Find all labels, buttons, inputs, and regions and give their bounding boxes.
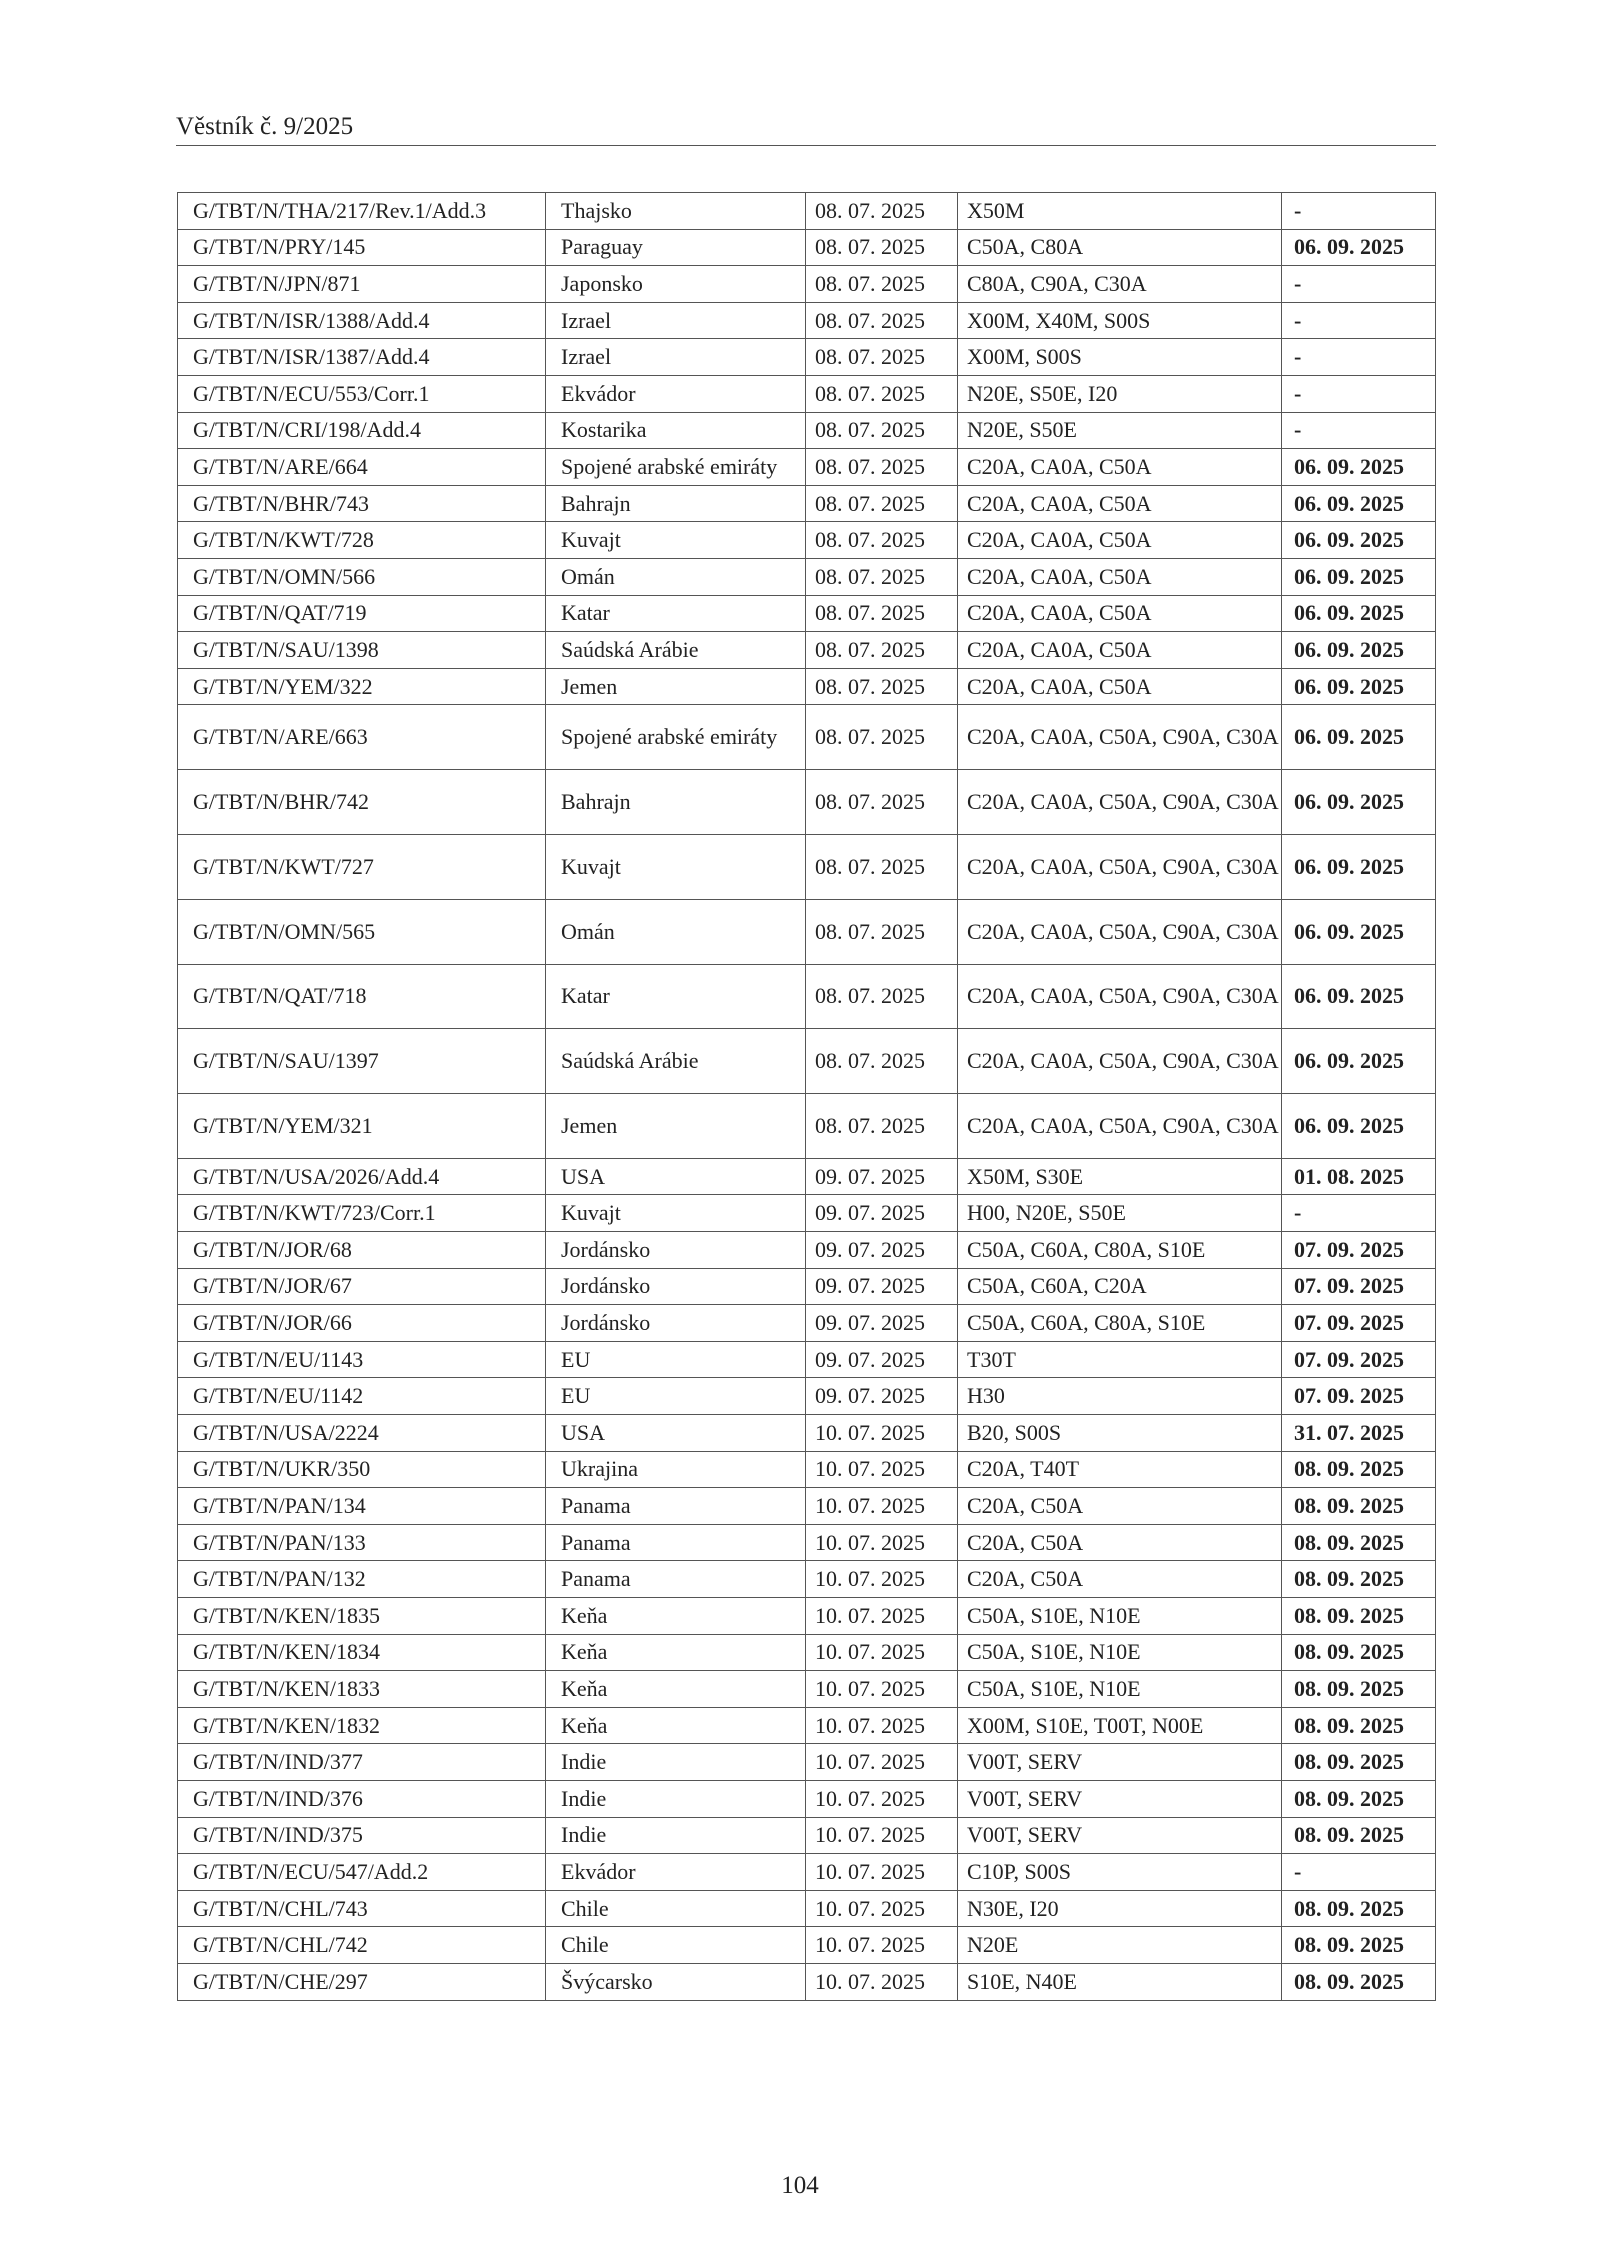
- table-row: [178, 1890, 1436, 1927]
- notification-date-cell: 08. 07. 2025: [806, 266, 958, 303]
- ics-codes-cell: X00M, X40M, S00S: [958, 302, 1282, 339]
- comment-deadline-cell: 08. 09. 2025: [1282, 1671, 1436, 1708]
- country-cell: Indie: [546, 1780, 806, 1817]
- notification-symbol-cell: G/TBT/N/PAN/134: [178, 1488, 546, 1525]
- ics-codes-cell: C50A, C60A, C20A: [958, 1268, 1282, 1305]
- notification-date-cell: 08. 07. 2025: [806, 302, 958, 339]
- notification-symbol-cell: G/TBT/N/JOR/67: [178, 1268, 546, 1305]
- country-cell: USA: [546, 1158, 806, 1195]
- comment-deadline-cell: 08. 09. 2025: [1282, 1451, 1436, 1488]
- country-cell: Chile: [546, 1927, 806, 1964]
- country-cell: Katar: [546, 595, 806, 632]
- notification-date-cell: 10. 07. 2025: [806, 1817, 958, 1854]
- notification-symbol-cell: G/TBT/N/SAU/1398: [178, 632, 546, 669]
- comment-deadline-cell: -: [1282, 412, 1436, 449]
- notification-symbol-cell: G/TBT/N/IND/376: [178, 1780, 546, 1817]
- table-row: [178, 1707, 1436, 1744]
- notification-symbol-cell: G/TBT/N/JPN/871: [178, 266, 546, 303]
- ics-codes-cell: X00M, S10E, T00T, N00E: [958, 1707, 1282, 1744]
- table-row: [178, 375, 1436, 412]
- notification-symbol-cell: G/TBT/N/JOR/68: [178, 1232, 546, 1269]
- country-cell: Kostarika: [546, 412, 806, 449]
- ics-codes-cell: C10P, S00S: [958, 1854, 1282, 1891]
- country-cell: Keňa: [546, 1671, 806, 1708]
- notification-symbol-cell: G/TBT/N/IND/377: [178, 1744, 546, 1781]
- ics-codes-cell: C20A, CA0A, C50A, C90A, C30A: [958, 1029, 1282, 1094]
- comment-deadline-cell: 06. 09. 2025: [1282, 449, 1436, 486]
- notification-symbol-cell: G/TBT/N/ECU/547/Add.2: [178, 1854, 546, 1891]
- notification-date-cell: 10. 07. 2025: [806, 1744, 958, 1781]
- notification-date-cell: 08. 07. 2025: [806, 558, 958, 595]
- table-row: [178, 899, 1436, 964]
- notification-symbol-cell: G/TBT/N/BHR/742: [178, 770, 546, 835]
- notification-symbol-cell: G/TBT/N/OMN/566: [178, 558, 546, 595]
- table-row: [178, 1671, 1436, 1708]
- ics-codes-cell: X50M, S30E: [958, 1158, 1282, 1195]
- table-row: [178, 302, 1436, 339]
- notification-symbol-cell: G/TBT/N/ISR/1388/Add.4: [178, 302, 546, 339]
- ics-codes-cell: C20A, CA0A, C50A: [958, 632, 1282, 669]
- comment-deadline-cell: 06. 09. 2025: [1282, 899, 1436, 964]
- country-cell: Omán: [546, 558, 806, 595]
- table-row: [178, 1232, 1436, 1269]
- country-cell: Kuvajt: [546, 522, 806, 559]
- notification-symbol-cell: G/TBT/N/UKR/350: [178, 1451, 546, 1488]
- notification-symbol-cell: G/TBT/N/CHL/742: [178, 1927, 546, 1964]
- ics-codes-cell: C20A, CA0A, C50A, C90A, C30A: [958, 964, 1282, 1029]
- notification-symbol-cell: G/TBT/N/JOR/66: [178, 1305, 546, 1342]
- ics-codes-cell: C20A, CA0A, C50A, C90A, C30A: [958, 770, 1282, 835]
- comment-deadline-cell: 07. 09. 2025: [1282, 1378, 1436, 1415]
- country-cell: Indie: [546, 1744, 806, 1781]
- notification-date-cell: 08. 07. 2025: [806, 595, 958, 632]
- table-row: [178, 1268, 1436, 1305]
- country-cell: Kuvajt: [546, 834, 806, 899]
- comment-deadline-cell: 08. 09. 2025: [1282, 1707, 1436, 1744]
- ics-codes-cell: C20A, T40T: [958, 1451, 1282, 1488]
- comment-deadline-cell: -: [1282, 266, 1436, 303]
- ics-codes-cell: C20A, CA0A, C50A, C90A, C30A: [958, 899, 1282, 964]
- table-row: [178, 770, 1436, 835]
- ics-codes-cell: C20A, CA0A, C50A: [958, 485, 1282, 522]
- table-row: [178, 1963, 1436, 2000]
- ics-codes-cell: C50A, S10E, N10E: [958, 1671, 1282, 1708]
- comment-deadline-cell: 08. 09. 2025: [1282, 1927, 1436, 1964]
- notification-date-cell: 10. 07. 2025: [806, 1890, 958, 1927]
- notification-symbol-cell: G/TBT/N/PAN/133: [178, 1524, 546, 1561]
- table-row: [178, 1488, 1436, 1525]
- notification-symbol-cell: G/TBT/N/KEN/1833: [178, 1671, 546, 1708]
- ics-codes-cell: N20E, S50E: [958, 412, 1282, 449]
- country-cell: Katar: [546, 964, 806, 1029]
- comment-deadline-cell: 07. 09. 2025: [1282, 1341, 1436, 1378]
- country-cell: Jemen: [546, 1094, 806, 1159]
- notification-symbol-cell: G/TBT/N/PAN/132: [178, 1561, 546, 1598]
- comment-deadline-cell: 08. 09. 2025: [1282, 1524, 1436, 1561]
- notification-date-cell: 08. 07. 2025: [806, 668, 958, 705]
- table-row: [178, 1094, 1436, 1159]
- comment-deadline-cell: -: [1282, 302, 1436, 339]
- comment-deadline-cell: 07. 09. 2025: [1282, 1305, 1436, 1342]
- notification-symbol-cell: G/TBT/N/QAT/719: [178, 595, 546, 632]
- ics-codes-cell: S10E, N40E: [958, 1963, 1282, 2000]
- notification-symbol-cell: G/TBT/N/KWT/723/Corr.1: [178, 1195, 546, 1232]
- table-row: [178, 339, 1436, 376]
- country-cell: Keňa: [546, 1634, 806, 1671]
- country-cell: Saúdská Arábie: [546, 632, 806, 669]
- notification-symbol-cell: G/TBT/N/CRI/198/Add.4: [178, 412, 546, 449]
- notification-symbol-cell: G/TBT/N/EU/1142: [178, 1378, 546, 1415]
- notification-symbol-cell: G/TBT/N/CHE/297: [178, 1963, 546, 2000]
- table-row: [178, 1744, 1436, 1781]
- notification-date-cell: 08. 07. 2025: [806, 339, 958, 376]
- ics-codes-cell: C50A, C60A, C80A, S10E: [958, 1232, 1282, 1269]
- ics-codes-cell: X00M, S00S: [958, 339, 1282, 376]
- notification-symbol-cell: G/TBT/N/USA/2224: [178, 1415, 546, 1452]
- table-row: [178, 522, 1436, 559]
- comment-deadline-cell: -: [1282, 1195, 1436, 1232]
- comment-deadline-cell: 08. 09. 2025: [1282, 1963, 1436, 2000]
- notification-date-cell: 08. 07. 2025: [806, 899, 958, 964]
- notification-symbol-cell: G/TBT/N/YEM/321: [178, 1094, 546, 1159]
- table-row: [178, 1598, 1436, 1635]
- notification-symbol-cell: G/TBT/N/EU/1143: [178, 1341, 546, 1378]
- notification-date-cell: 10. 07. 2025: [806, 1451, 958, 1488]
- country-cell: Bahrajn: [546, 770, 806, 835]
- comment-deadline-cell: 08. 09. 2025: [1282, 1634, 1436, 1671]
- country-cell: Jemen: [546, 668, 806, 705]
- comment-deadline-cell: 06. 09. 2025: [1282, 595, 1436, 632]
- table-row: [178, 1817, 1436, 1854]
- ics-codes-cell: T30T: [958, 1341, 1282, 1378]
- notification-date-cell: 08. 07. 2025: [806, 229, 958, 266]
- notification-symbol-cell: G/TBT/N/QAT/718: [178, 964, 546, 1029]
- ics-codes-cell: C20A, CA0A, C50A: [958, 668, 1282, 705]
- notification-symbol-cell: G/TBT/N/ARE/663: [178, 705, 546, 770]
- ics-codes-cell: N20E, S50E, I20: [958, 375, 1282, 412]
- table-row: [178, 1195, 1436, 1232]
- ics-codes-cell: C20A, CA0A, C50A, C90A, C30A: [958, 1094, 1282, 1159]
- table-row: [178, 1158, 1436, 1195]
- country-cell: Spojené arabské emiráty: [546, 705, 806, 770]
- notification-symbol-cell: G/TBT/N/PRY/145: [178, 229, 546, 266]
- notification-date-cell: 10. 07. 2025: [806, 1671, 958, 1708]
- table-row: [178, 1415, 1436, 1452]
- notification-date-cell: 09. 07. 2025: [806, 1341, 958, 1378]
- country-cell: Japonsko: [546, 266, 806, 303]
- table-row: [178, 558, 1436, 595]
- notification-symbol-cell: G/TBT/N/ARE/664: [178, 449, 546, 486]
- page-header: [176, 112, 1436, 146]
- notification-date-cell: 08. 07. 2025: [806, 193, 958, 230]
- country-cell: Švýcarsko: [546, 1963, 806, 2000]
- notification-date-cell: 08. 07. 2025: [806, 412, 958, 449]
- ics-codes-cell: C20A, CA0A, C50A: [958, 449, 1282, 486]
- comment-deadline-cell: 06. 09. 2025: [1282, 632, 1436, 669]
- notification-date-cell: 10. 07. 2025: [806, 1707, 958, 1744]
- country-cell: Saúdská Arábie: [546, 1029, 806, 1094]
- country-cell: Keňa: [546, 1598, 806, 1635]
- table-row: [178, 1341, 1436, 1378]
- comment-deadline-cell: 06. 09. 2025: [1282, 229, 1436, 266]
- ics-codes-cell: C50A, C60A, C80A, S10E: [958, 1305, 1282, 1342]
- comment-deadline-cell: 07. 09. 2025: [1282, 1232, 1436, 1269]
- country-cell: Paraguay: [546, 229, 806, 266]
- notification-date-cell: 10. 07. 2025: [806, 1488, 958, 1525]
- ics-codes-cell: B20, S00S: [958, 1415, 1282, 1452]
- notification-date-cell: 08. 07. 2025: [806, 522, 958, 559]
- comment-deadline-cell: 08. 09. 2025: [1282, 1890, 1436, 1927]
- country-cell: Ekvádor: [546, 1854, 806, 1891]
- table-row: [178, 1634, 1436, 1671]
- table-row: [178, 1927, 1436, 1964]
- ics-codes-cell: V00T, SERV: [958, 1744, 1282, 1781]
- notification-date-cell: 10. 07. 2025: [806, 1927, 958, 1964]
- notification-date-cell: 09. 07. 2025: [806, 1268, 958, 1305]
- country-cell: EU: [546, 1341, 806, 1378]
- country-cell: Keňa: [546, 1707, 806, 1744]
- notification-symbol-cell: G/TBT/N/KEN/1832: [178, 1707, 546, 1744]
- comment-deadline-cell: 06. 09. 2025: [1282, 1029, 1436, 1094]
- page-header-title: Věstník č. 9/2025: [176, 113, 354, 140]
- ics-codes-cell: N30E, I20: [958, 1890, 1282, 1927]
- notification-symbol-cell: G/TBT/N/IND/375: [178, 1817, 546, 1854]
- notification-date-cell: 09. 07. 2025: [806, 1195, 958, 1232]
- country-cell: Thajsko: [546, 193, 806, 230]
- notification-symbol-cell: G/TBT/N/YEM/322: [178, 668, 546, 705]
- table-row: [178, 668, 1436, 705]
- notification-date-cell: 08. 07. 2025: [806, 485, 958, 522]
- notification-date-cell: 08. 07. 2025: [806, 375, 958, 412]
- table-row: [178, 632, 1436, 669]
- country-cell: Kuvajt: [546, 1195, 806, 1232]
- comment-deadline-cell: 06. 09. 2025: [1282, 964, 1436, 1029]
- comment-deadline-cell: 08. 09. 2025: [1282, 1744, 1436, 1781]
- table-row: [178, 1854, 1436, 1891]
- notification-date-cell: 08. 07. 2025: [806, 964, 958, 1029]
- ics-codes-cell: C50A, S10E, N10E: [958, 1634, 1282, 1671]
- notification-date-cell: 10. 07. 2025: [806, 1780, 958, 1817]
- comment-deadline-cell: 07. 09. 2025: [1282, 1268, 1436, 1305]
- notification-table-body: [178, 193, 1436, 2001]
- ics-codes-cell: C20A, CA0A, C50A: [958, 595, 1282, 632]
- country-cell: Jordánsko: [546, 1232, 806, 1269]
- notification-date-cell: 10. 07. 2025: [806, 1598, 958, 1635]
- notification-symbol-cell: G/TBT/N/ISR/1387/Add.4: [178, 339, 546, 376]
- notification-symbol-cell: G/TBT/N/KEN/1834: [178, 1634, 546, 1671]
- table-row: [178, 193, 1436, 230]
- table-row: [178, 1780, 1436, 1817]
- notification-date-cell: 10. 07. 2025: [806, 1854, 958, 1891]
- table-row: [178, 485, 1436, 522]
- notification-date-cell: 08. 07. 2025: [806, 834, 958, 899]
- notification-date-cell: 08. 07. 2025: [806, 770, 958, 835]
- notification-symbol-cell: G/TBT/N/USA/2026/Add.4: [178, 1158, 546, 1195]
- country-cell: Panama: [546, 1488, 806, 1525]
- comment-deadline-cell: 08. 09. 2025: [1282, 1780, 1436, 1817]
- ics-codes-cell: X50M: [958, 193, 1282, 230]
- country-cell: Ekvádor: [546, 375, 806, 412]
- notification-symbol-cell: G/TBT/N/KWT/728: [178, 522, 546, 559]
- comment-deadline-cell: 06. 09. 2025: [1282, 770, 1436, 835]
- table-row: [178, 705, 1436, 770]
- comment-deadline-cell: -: [1282, 1854, 1436, 1891]
- ics-codes-cell: C20A, C50A: [958, 1488, 1282, 1525]
- notification-symbol-cell: G/TBT/N/KWT/727: [178, 834, 546, 899]
- table-row: [178, 229, 1436, 266]
- comment-deadline-cell: -: [1282, 375, 1436, 412]
- country-cell: Izrael: [546, 339, 806, 376]
- ics-codes-cell: C20A, CA0A, C50A: [958, 558, 1282, 595]
- notification-date-cell: 10. 07. 2025: [806, 1963, 958, 2000]
- country-cell: Jordánsko: [546, 1268, 806, 1305]
- table-row: [178, 1561, 1436, 1598]
- ics-codes-cell: H00, N20E, S50E: [958, 1195, 1282, 1232]
- ics-codes-cell: C20A, CA0A, C50A: [958, 522, 1282, 559]
- comment-deadline-cell: 08. 09. 2025: [1282, 1561, 1436, 1598]
- table-row: [178, 964, 1436, 1029]
- notification-symbol-cell: G/TBT/N/ECU/553/Corr.1: [178, 375, 546, 412]
- table-row: [178, 595, 1436, 632]
- country-cell: Panama: [546, 1524, 806, 1561]
- comment-deadline-cell: 08. 09. 2025: [1282, 1598, 1436, 1635]
- comment-deadline-cell: -: [1282, 193, 1436, 230]
- notification-date-cell: 09. 07. 2025: [806, 1232, 958, 1269]
- notification-symbol-cell: G/TBT/N/BHR/743: [178, 485, 546, 522]
- comment-deadline-cell: 06. 09. 2025: [1282, 705, 1436, 770]
- comment-deadline-cell: 06. 09. 2025: [1282, 1094, 1436, 1159]
- comment-deadline-cell: 06. 09. 2025: [1282, 522, 1436, 559]
- country-cell: Chile: [546, 1890, 806, 1927]
- notification-date-cell: 09. 07. 2025: [806, 1158, 958, 1195]
- notification-date-cell: 08. 07. 2025: [806, 1094, 958, 1159]
- notification-date-cell: 08. 07. 2025: [806, 449, 958, 486]
- notification-date-cell: 10. 07. 2025: [806, 1561, 958, 1598]
- country-cell: Spojené arabské emiráty: [546, 449, 806, 486]
- table-row: [178, 266, 1436, 303]
- table-row: [178, 412, 1436, 449]
- comment-deadline-cell: 06. 09. 2025: [1282, 834, 1436, 899]
- notification-date-cell: 09. 07. 2025: [806, 1305, 958, 1342]
- country-cell: Izrael: [546, 302, 806, 339]
- country-cell: Ukrajina: [546, 1451, 806, 1488]
- notification-date-cell: 10. 07. 2025: [806, 1524, 958, 1561]
- notification-date-cell: 10. 07. 2025: [806, 1415, 958, 1452]
- table-row: [178, 449, 1436, 486]
- comment-deadline-cell: 06. 09. 2025: [1282, 668, 1436, 705]
- ics-codes-cell: C50A, S10E, N10E: [958, 1598, 1282, 1635]
- country-cell: USA: [546, 1415, 806, 1452]
- ics-codes-cell: C20A, C50A: [958, 1561, 1282, 1598]
- country-cell: Panama: [546, 1561, 806, 1598]
- table-row: [178, 1524, 1436, 1561]
- table-row: [178, 834, 1436, 899]
- table-row: [178, 1305, 1436, 1342]
- notification-date-cell: 08. 07. 2025: [806, 1029, 958, 1094]
- ics-codes-cell: H30: [958, 1378, 1282, 1415]
- notification-table: [177, 192, 1436, 2001]
- country-cell: Jordánsko: [546, 1305, 806, 1342]
- notification-symbol-cell: G/TBT/N/SAU/1397: [178, 1029, 546, 1094]
- comment-deadline-cell: -: [1282, 339, 1436, 376]
- comment-deadline-cell: 08. 09. 2025: [1282, 1817, 1436, 1854]
- country-cell: Omán: [546, 899, 806, 964]
- ics-codes-cell: V00T, SERV: [958, 1817, 1282, 1854]
- notification-symbol-cell: G/TBT/N/CHL/743: [178, 1890, 546, 1927]
- notification-symbol-cell: G/TBT/N/OMN/565: [178, 899, 546, 964]
- comment-deadline-cell: 31. 07. 2025: [1282, 1415, 1436, 1452]
- comment-deadline-cell: 06. 09. 2025: [1282, 558, 1436, 595]
- comment-deadline-cell: 08. 09. 2025: [1282, 1488, 1436, 1525]
- table-row: [178, 1451, 1436, 1488]
- country-cell: Indie: [546, 1817, 806, 1854]
- notification-symbol-cell: G/TBT/N/KEN/1835: [178, 1598, 546, 1635]
- comment-deadline-cell: 01. 08. 2025: [1282, 1158, 1436, 1195]
- ics-codes-cell: C80A, C90A, C30A: [958, 266, 1282, 303]
- ics-codes-cell: C20A, CA0A, C50A, C90A, C30A: [958, 705, 1282, 770]
- country-cell: Bahrajn: [546, 485, 806, 522]
- ics-codes-cell: V00T, SERV: [958, 1780, 1282, 1817]
- notification-date-cell: 08. 07. 2025: [806, 632, 958, 669]
- table-row: [178, 1029, 1436, 1094]
- ics-codes-cell: C50A, C80A: [958, 229, 1282, 266]
- comment-deadline-cell: 06. 09. 2025: [1282, 485, 1436, 522]
- ics-codes-cell: N20E: [958, 1927, 1282, 1964]
- notification-symbol-cell: G/TBT/N/THA/217/Rev.1/Add.3: [178, 193, 546, 230]
- notification-date-cell: 09. 07. 2025: [806, 1378, 958, 1415]
- table-row: [178, 1378, 1436, 1415]
- country-cell: EU: [546, 1378, 806, 1415]
- page-number: 104: [781, 2172, 819, 2199]
- ics-codes-cell: C20A, C50A: [958, 1524, 1282, 1561]
- ics-codes-cell: C20A, CA0A, C50A, C90A, C30A: [958, 834, 1282, 899]
- notification-date-cell: 08. 07. 2025: [806, 705, 958, 770]
- notification-date-cell: 10. 07. 2025: [806, 1634, 958, 1671]
